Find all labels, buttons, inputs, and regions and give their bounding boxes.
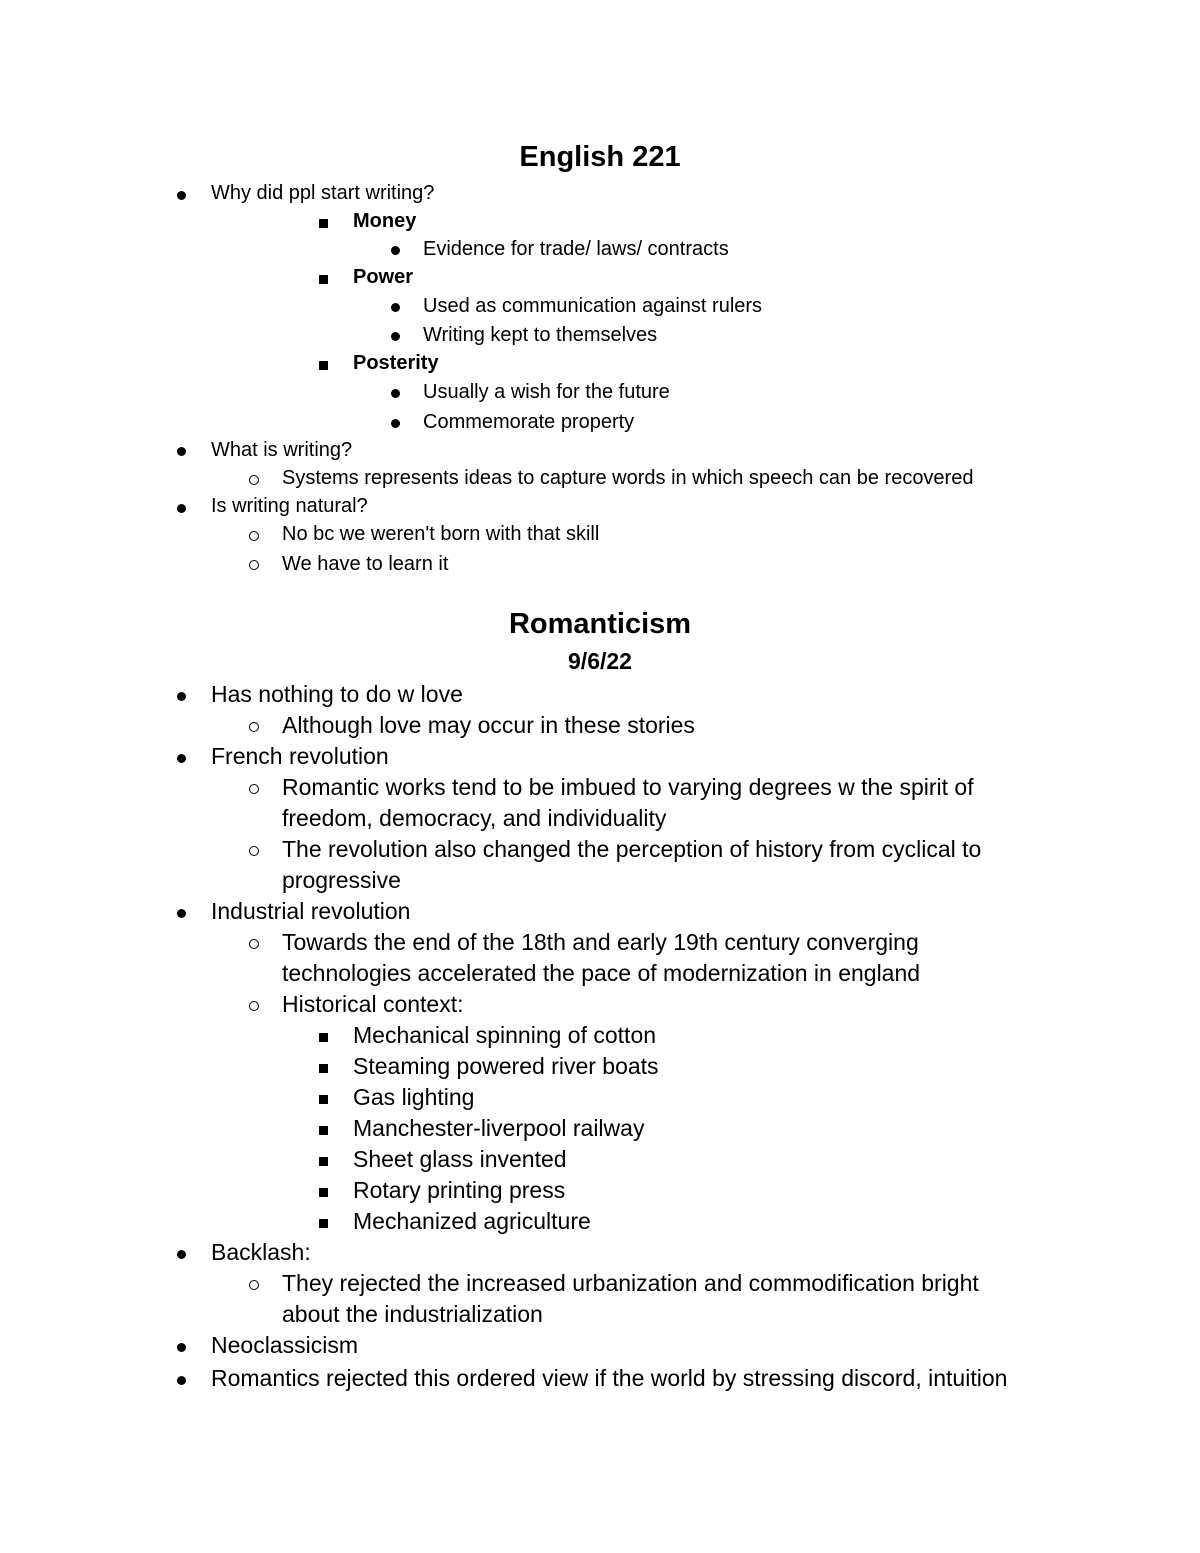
- list-item: No bc we weren't born with that skill: [282, 523, 600, 545]
- bullet-circle: [249, 939, 259, 949]
- list-item: The revolution also changed the perception of history from cyclical to: [282, 836, 982, 862]
- list-item: Has nothing to do w love: [211, 681, 463, 707]
- section-title: Romanticism: [508, 608, 692, 640]
- list-item-continuation: progressive: [282, 867, 401, 893]
- bullet-circle: [249, 475, 259, 485]
- list-item: Usually a wish for the future: [423, 381, 670, 403]
- list-item: Neoclassicism: [211, 1332, 358, 1358]
- bullet-disc: [391, 419, 400, 428]
- bullet-disc: [391, 332, 400, 341]
- list-item: Although love may occur in these stories: [282, 712, 695, 738]
- bullet-circle: [249, 1001, 259, 1011]
- bullet-square: [319, 1126, 328, 1135]
- bullet-square: [319, 1219, 328, 1228]
- bullet-square: [319, 219, 328, 228]
- bullet-square: [319, 1188, 328, 1197]
- bullet-square: [319, 1095, 328, 1104]
- list-item: Rotary printing press: [353, 1177, 566, 1203]
- list-item: Historical context:: [282, 991, 464, 1017]
- list-item: Steaming powered river boats: [353, 1053, 659, 1079]
- bullet-square: [319, 275, 328, 284]
- list-item-continuation: technologies accelerated the pace of modernization in england: [282, 960, 921, 986]
- bullet-disc: [177, 754, 186, 763]
- list-item: We have to learn it: [282, 553, 449, 575]
- bullet-disc: [391, 303, 400, 312]
- list-item: Backlash:: [211, 1239, 311, 1265]
- list-item: Mechanical spinning of cotton: [353, 1022, 657, 1048]
- list-item: Posterity: [353, 352, 439, 374]
- bullet-circle: [249, 531, 259, 541]
- list-item: Romantics rejected this ordered view if the world by stressing discord, intuition: [211, 1365, 1008, 1391]
- list-item: Gas lighting: [353, 1084, 475, 1110]
- bullet-disc: [391, 389, 400, 398]
- bullet-disc: [177, 1343, 186, 1352]
- list-item-continuation: about the industrialization: [282, 1301, 543, 1327]
- list-item: Writing kept to themselves: [423, 324, 658, 346]
- bullet-disc: [391, 246, 400, 255]
- bullet-square: [319, 1033, 328, 1042]
- list-item: French revolution: [211, 743, 389, 769]
- list-item: Why did ppl start writing?: [211, 182, 435, 204]
- bullet-square: [319, 361, 328, 370]
- bullet-circle: [249, 1280, 259, 1290]
- bullet-disc: [177, 909, 186, 918]
- list-item: Manchester-liverpool railway: [353, 1115, 645, 1141]
- bullet-circle: [249, 560, 259, 570]
- section-title: English 221: [519, 141, 681, 173]
- list-item-continuation: freedom, democracy, and individuality: [282, 805, 667, 831]
- list-item: Evidence for trade/ laws/ contracts: [423, 238, 729, 260]
- list-item: Towards the end of the 18th and early 19th century converging: [282, 929, 919, 955]
- bullet-circle: [249, 846, 259, 856]
- list-item: Sheet glass invented: [353, 1146, 567, 1172]
- bullet-circle: [249, 784, 259, 794]
- bullet-square: [319, 1064, 328, 1073]
- bullet-disc: [177, 504, 186, 513]
- bullet-disc: [177, 1376, 186, 1385]
- list-item: They rejected the increased urbanization and commodification bright: [282, 1270, 979, 1296]
- list-item: Commemorate property: [423, 411, 635, 433]
- list-item: Power: [353, 266, 414, 288]
- bullet-disc: [177, 1250, 186, 1259]
- list-item: Is writing natural?: [211, 495, 368, 517]
- list-item: Systems represents ideas to capture words in which speech can be recovered: [282, 467, 974, 489]
- list-item: What is writing?: [211, 439, 353, 461]
- list-item: Industrial revolution: [211, 898, 411, 924]
- bullet-disc: [177, 692, 186, 701]
- section-date: 9/6/22: [568, 648, 632, 674]
- bullet-disc: [177, 191, 186, 200]
- list-item: Money: [353, 210, 417, 232]
- list-item: Used as communication against rulers: [423, 295, 763, 317]
- list-item: Romantic works tend to be imbued to varying degrees w the spirit of: [282, 774, 974, 800]
- bullet-square: [319, 1157, 328, 1166]
- bullet-disc: [177, 447, 186, 456]
- bullet-circle: [249, 722, 259, 732]
- list-item: Mechanized agriculture: [353, 1208, 591, 1234]
